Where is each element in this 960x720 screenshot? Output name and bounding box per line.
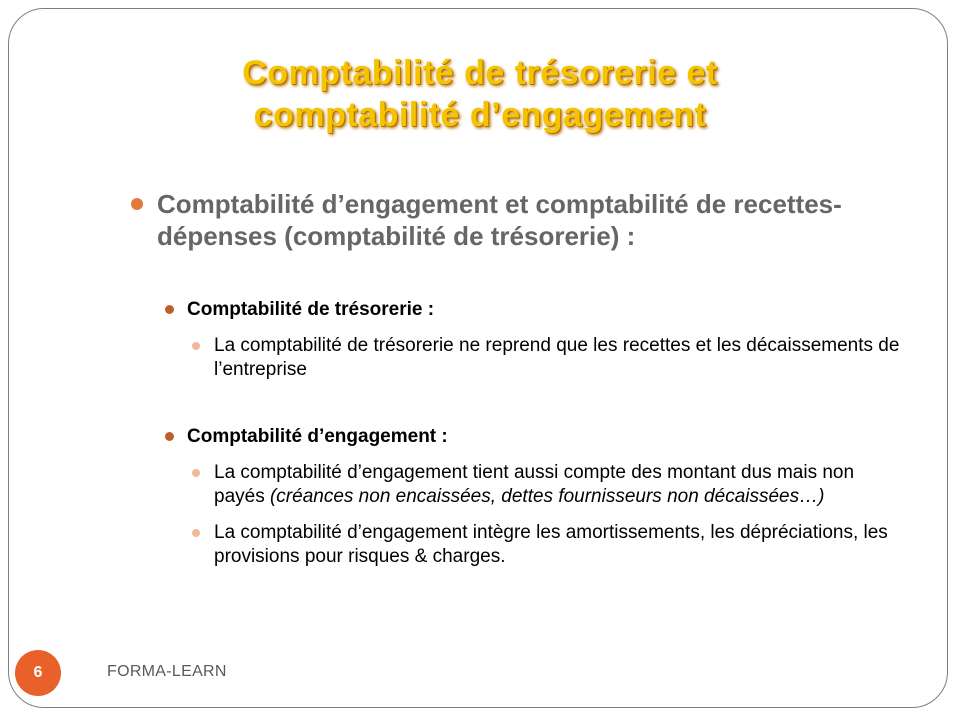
- title-line-2: comptabilité d’engagement: [253, 96, 707, 134]
- bullet-dot-icon: [165, 305, 174, 314]
- section-heading-text: Comptabilité de trésorerie :: [187, 299, 435, 320]
- bullet-dot-icon: [165, 432, 174, 441]
- main-bullet: [130, 188, 910, 252]
- slide-content: [130, 188, 910, 569]
- section-heading-text: Comptabilité d’engagement :: [187, 426, 448, 447]
- footer-text: FORMA-LEARN: [107, 663, 227, 680]
- section-heading-engagement: [130, 425, 910, 449]
- list-item-text: La comptabilité de trésorerie ne reprend que les recettes et les décaissements de l’entreprise: [214, 335, 900, 380]
- list-item-text: La comptabilité d’engagement intègre les amortissements, les dépréciations, les provisions pour risques & charges.: [214, 522, 888, 567]
- main-bullet-text: Comptabilité d’engagement et comptabilité de recettes-dépenses (comptabilité de trésorerie) :: [157, 189, 842, 251]
- list-item: [130, 334, 910, 382]
- section-heading-tresorerie: [130, 298, 910, 322]
- list-item: [130, 461, 910, 509]
- list-item: [130, 521, 910, 569]
- title-line-1: Comptabilité de trésorerie et: [242, 54, 718, 92]
- bullet-dot-icon: [131, 198, 143, 210]
- slide-title: [60, 52, 900, 136]
- bullet-dot-icon: [192, 342, 200, 350]
- bullet-dot-icon: [192, 529, 200, 537]
- bullet-dot-icon: [192, 469, 200, 477]
- list-item-text: La comptabilité d’engagement tient aussi compte des montant dus mais non payés: [214, 462, 855, 507]
- list-item-italic-text: (créances non encaissées, dettes fournisseurs non décaissées…): [269, 486, 825, 507]
- page-number-badge: 6: [15, 650, 61, 696]
